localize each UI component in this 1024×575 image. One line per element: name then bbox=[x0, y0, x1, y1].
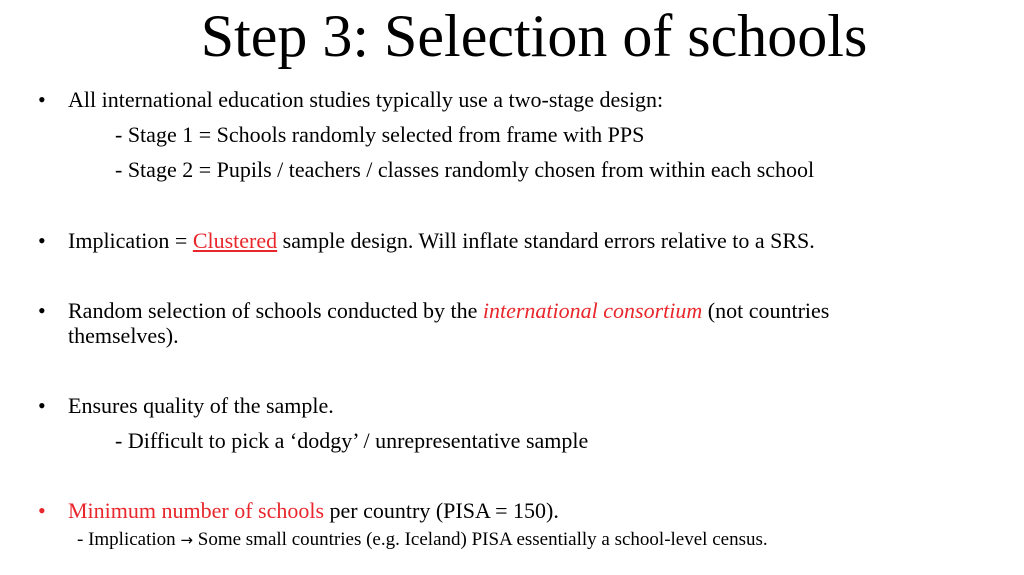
bullet-text-suffix: (not countries bbox=[702, 298, 830, 323]
sub-bullet-prefix: - Implication bbox=[77, 529, 181, 550]
bullet-marker: • bbox=[38, 228, 46, 253]
highlight-international-consortium: international consortium bbox=[482, 298, 703, 323]
bullet-text: All international education studies typically use a two-stage design: bbox=[68, 87, 664, 112]
sub-bullet-text: - Stage 1 = Schools randomly selected from frame with PPS bbox=[115, 122, 645, 147]
bullet-text bbox=[68, 298, 829, 324]
bullet-text-continuation: themselves). bbox=[68, 323, 179, 348]
highlight-clustered: Clustered bbox=[192, 228, 278, 253]
bullet-marker: • bbox=[38, 498, 46, 523]
bullet-text-suffix: per country (PISA = 150). bbox=[324, 498, 559, 523]
bullet-text-suffix: sample design. Will inflate standard errors relative to a SRS. bbox=[277, 228, 815, 253]
slide-title: Step 3: Selection of schools bbox=[200, 3, 868, 69]
bullet-marker: • bbox=[38, 298, 46, 323]
highlight-minimum-schools: Minimum number of schools bbox=[68, 498, 325, 523]
bullet-marker: • bbox=[38, 87, 46, 112]
bullet-text bbox=[68, 498, 559, 524]
sub-bullet-text: - Difficult to pick a ‘dodgy’ / unrepresentative sample bbox=[115, 428, 589, 453]
arrow-right-icon: → bbox=[180, 531, 193, 549]
sub-bullet-suffix: Some small countries (e.g. Iceland) PISA essentially a school-level census. bbox=[193, 529, 768, 550]
bullet-text-prefix: Implication = bbox=[68, 228, 193, 253]
bullet-text-prefix: Random selection of schools conducted by the bbox=[68, 298, 483, 323]
bullet-text: Ensures quality of the sample. bbox=[68, 393, 334, 418]
sub-bullet-text bbox=[77, 528, 768, 552]
bullet-marker: • bbox=[38, 393, 46, 418]
bullet-text bbox=[68, 228, 815, 254]
sub-bullet-text: - Stage 2 = Pupils / teachers / classes randomly chosen from within each school bbox=[115, 157, 815, 182]
